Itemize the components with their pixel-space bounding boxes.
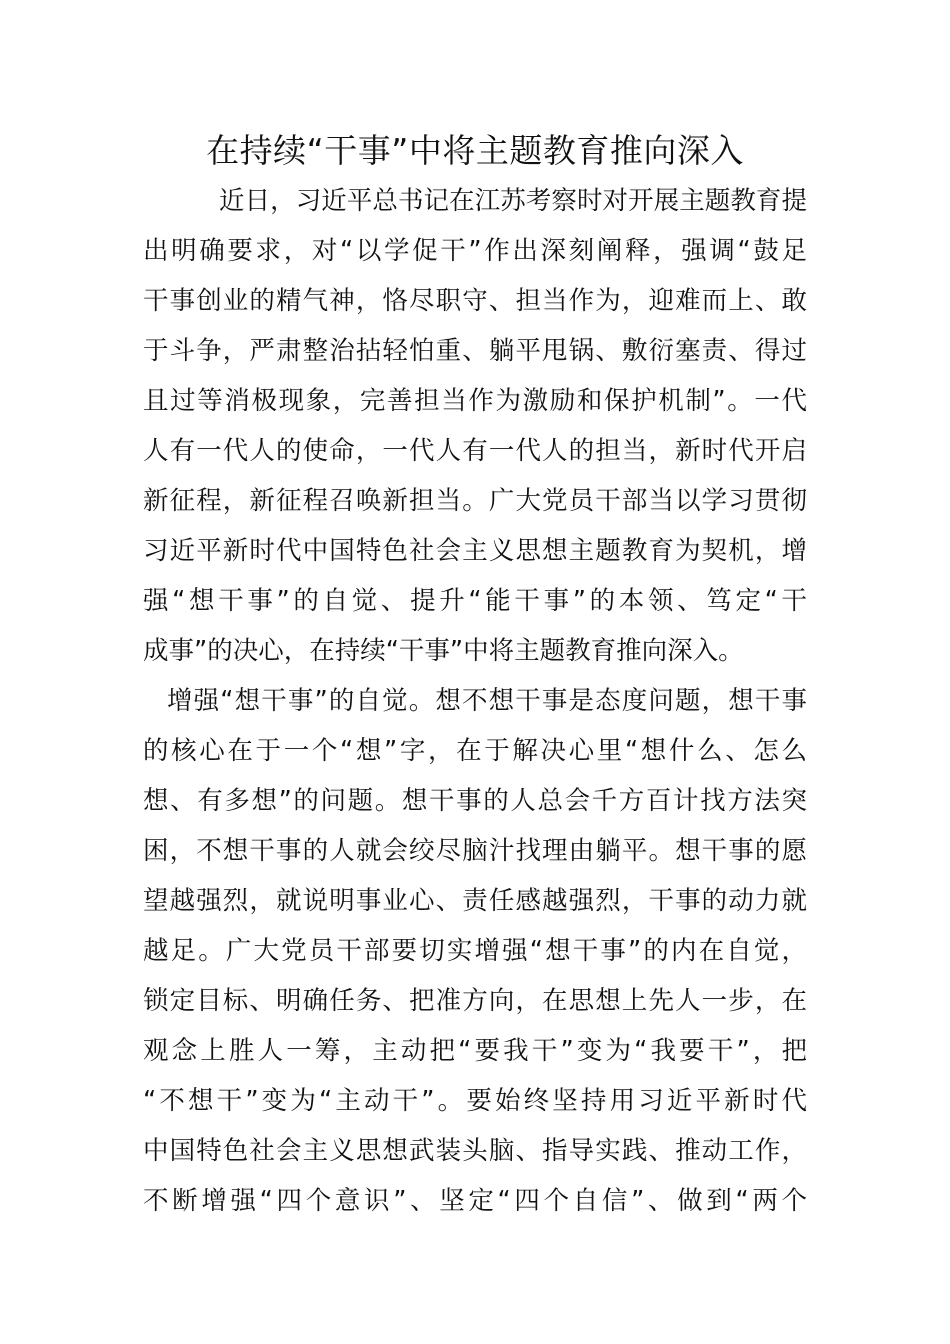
- paragraph-2-line-8: 观念上胜人一筹，主动把“要我干”变为“我要干”，把: [143, 1036, 807, 1066]
- paragraph-1-line-5: 且过等消极现象，完善担当作为激励和保护机制”。一代: [143, 386, 807, 416]
- paragraph-1-line-8: 习近平新时代中国特色社会主义思想主题教育为契机，增: [143, 536, 807, 566]
- document-body: [143, 176, 807, 1226]
- paragraph-2-line-4: 困，不想干事的人就会绞尽脑汁找理由躺平。想干事的愿: [143, 836, 807, 866]
- paragraph-2-line-11: 不断增强“四个意识”、坚定“四个自信”、做到“两个: [143, 1186, 807, 1216]
- paragraph-2-line-10: 中国特色社会主义思想武装头脑、指导实践、推动工作，: [143, 1136, 807, 1166]
- paragraph-2-line-5: 望越强烈，就说明事业心、责任感越强烈，干事的动力就: [143, 886, 807, 916]
- paragraph-1-line-3: 干事创业的精气神，恪尽职守、担当作为，迎难而上、敢: [143, 286, 807, 316]
- paragraph-2-line-9: “不想干”变为“主动干”。要始终坚持用习近平新时代: [143, 1086, 807, 1116]
- paragraph-2-line-1: 增强“想干事”的自觉。想不想干事是态度问题，想干事: [167, 686, 807, 716]
- document-title: 在持续“干事”中将主题教育推向深入: [206, 131, 744, 170]
- paragraph-1-line-9: 强“想干事”的自觉、提升“能干事”的本领、笃定“干: [143, 586, 807, 616]
- paragraph-2-line-2: 的核心在于一个“想”字，在于解决心里“想什么、怎么: [143, 736, 807, 766]
- paragraph-1-line-7: 新征程，新征程召唤新担当。广大党员干部当以学习贯彻: [143, 486, 807, 516]
- paragraph-1-line-10: 成事”的决心，在持续“干事”中将主题教育推向深入。: [143, 636, 744, 666]
- paragraph-2-line-6: 越足。广大党员干部要切实增强“想干事”的内在自觉，: [143, 936, 807, 966]
- paragraph-1-line-4: 于斗争，严肃整治拈轻怕重、躺平甩锅、敷衍塞责、得过: [143, 336, 807, 366]
- paragraph-2-line-3: 想、有多想”的问题。想干事的人总会千方百计找方法突: [143, 786, 807, 816]
- paragraph-1-line-2: 出明确要求，对“以学促干”作出深刻阐释，强调“鼓足: [143, 236, 807, 266]
- paragraph-1-line-6: 人有一代人的使命，一代人有一代人的担当，新时代开启: [143, 436, 807, 466]
- paragraph-2-line-7: 锁定目标、明确任务、把准方向，在思想上先人一步，在: [143, 986, 807, 1016]
- paragraph-1-line-1: 近日，习近平总书记在江苏考察时对开展主题教育提: [219, 186, 807, 216]
